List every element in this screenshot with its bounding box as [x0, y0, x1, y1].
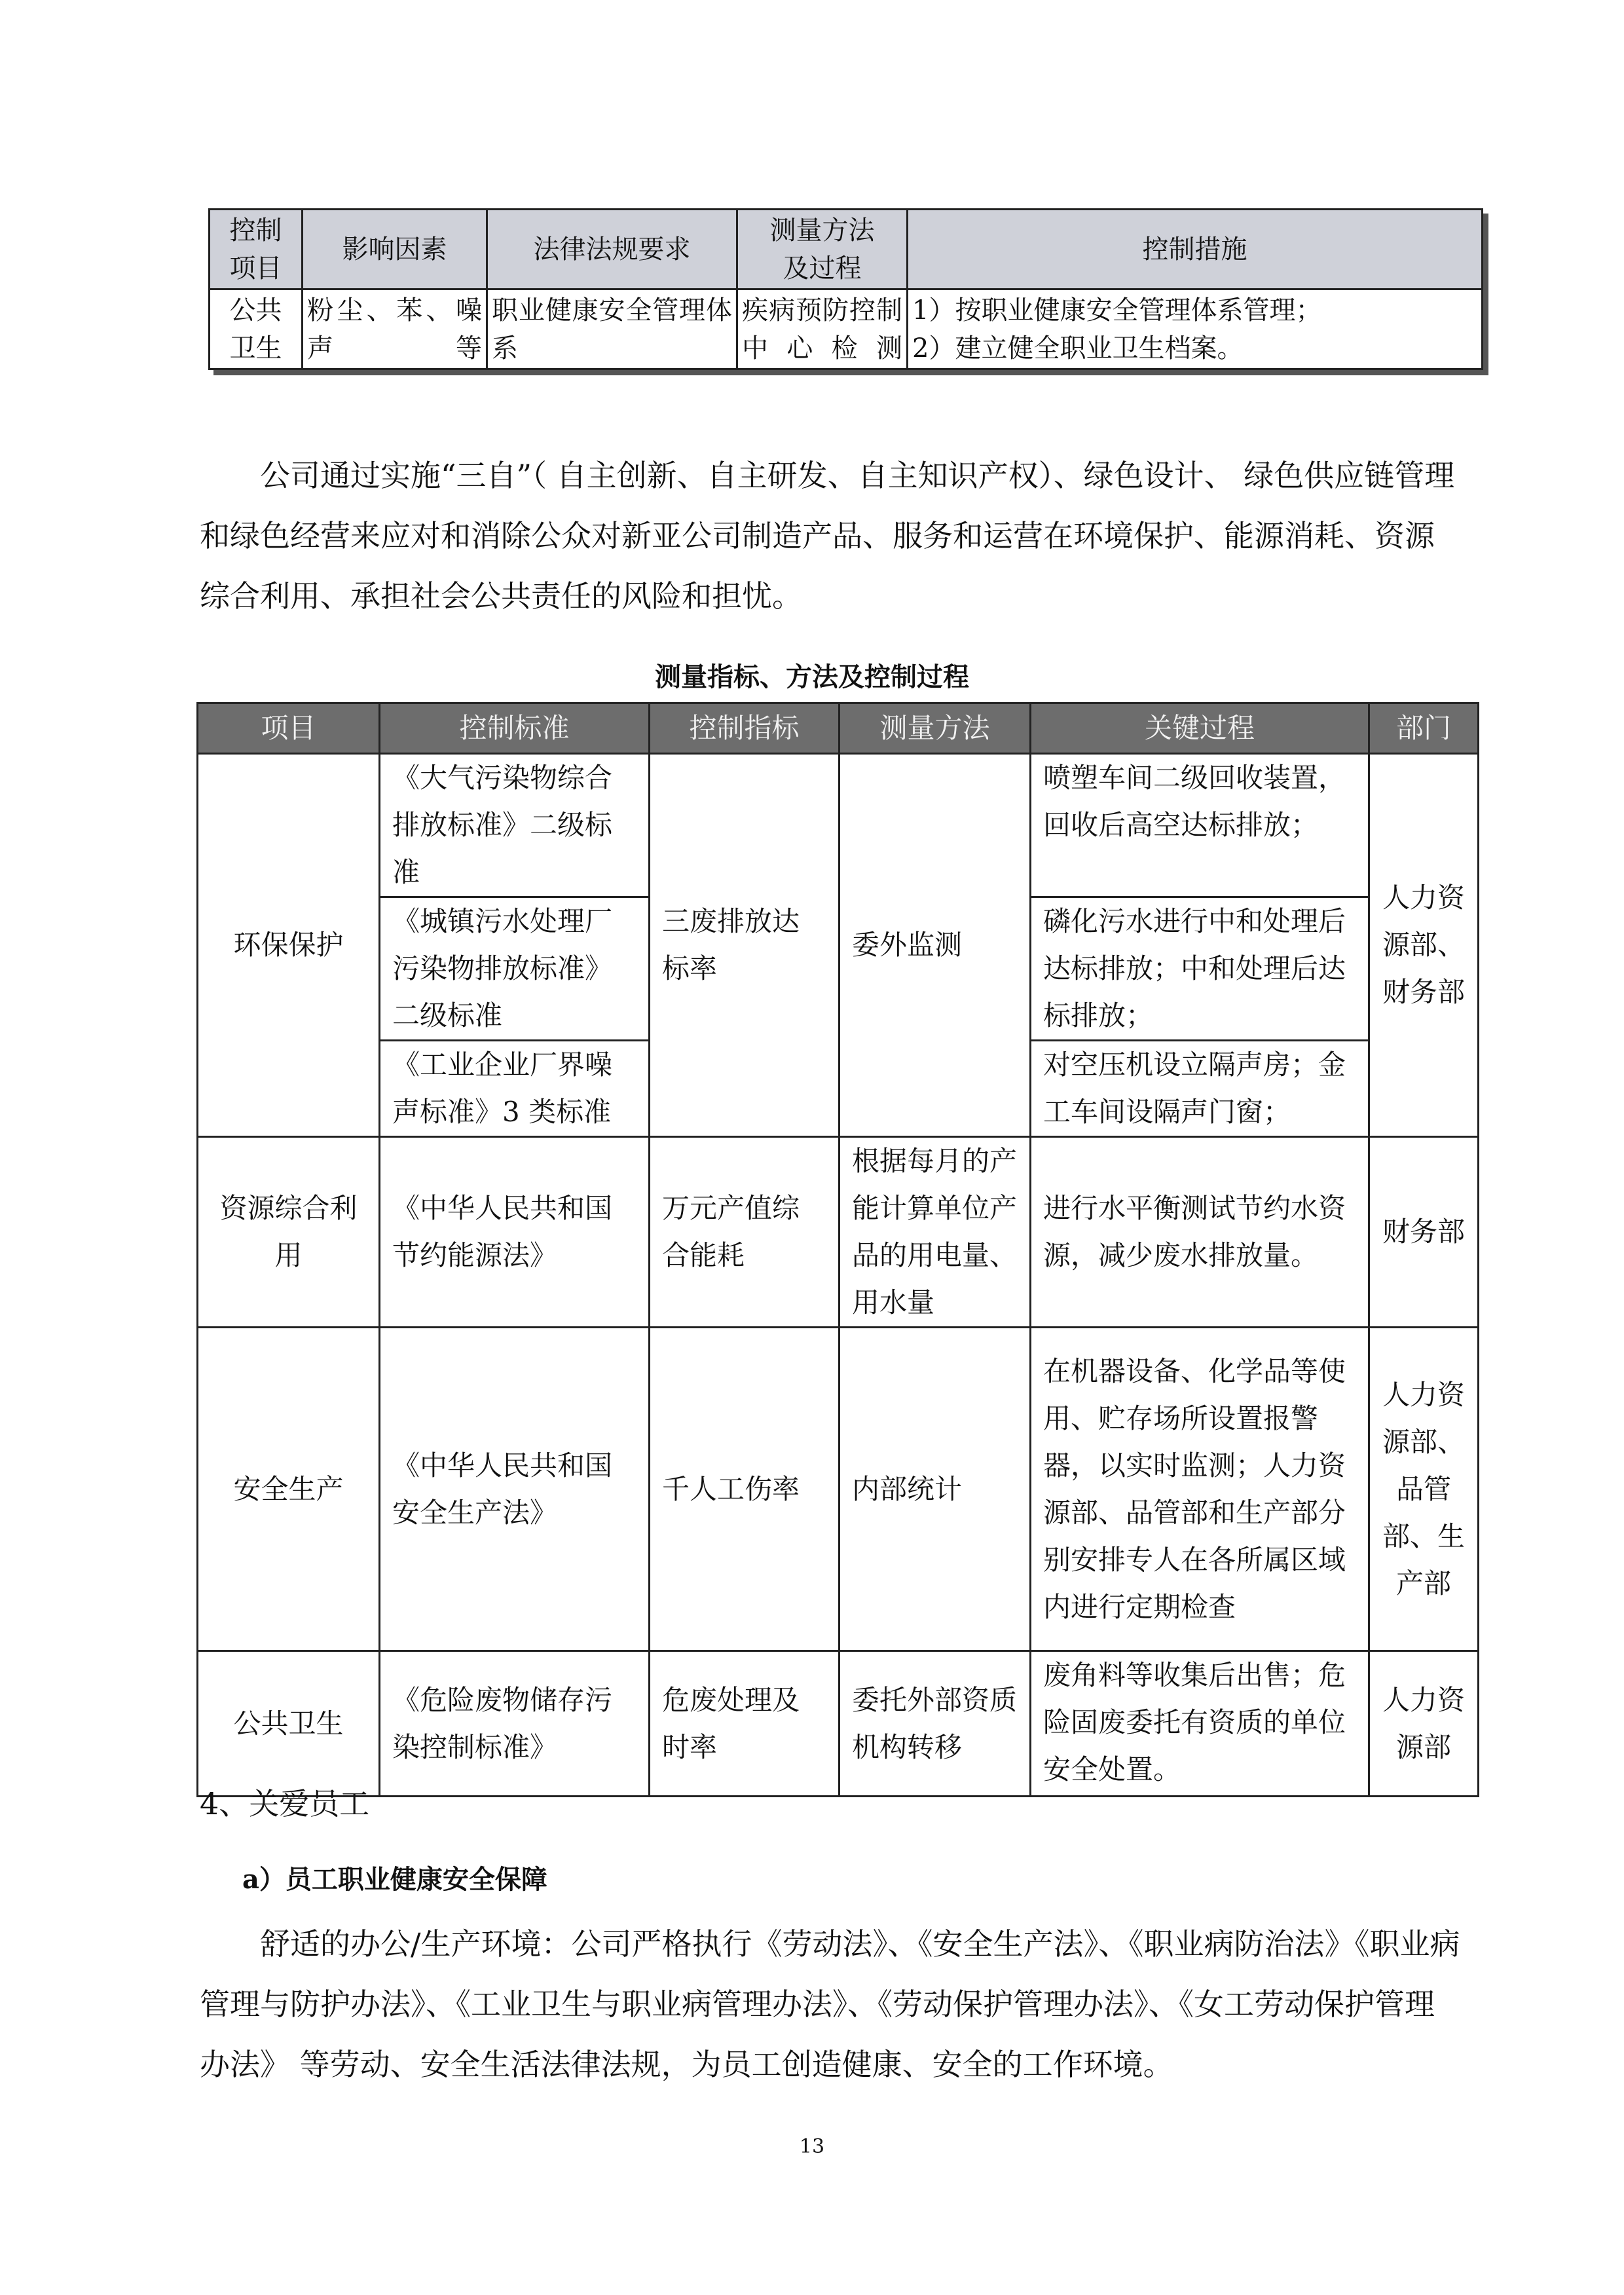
row-process: 在机器设备、化学品等使用、贮存场所设置报警器，以实时监测；人力资源部、品管部和生产部分别安排专人在各所属区域内进行定期检查 [1031, 1328, 1369, 1651]
header-department: 部门 [1369, 703, 1479, 754]
env-process-1: 喷塑车间二级回收装置，回收后高空达标排放； [1031, 754, 1369, 897]
table2-caption: 测量指标、方法及控制过程 [655, 662, 969, 692]
row-indicator: 千人工伤率 [650, 1328, 840, 1651]
measure-2: 2）建立健全职业卫生档案。 [912, 333, 1244, 364]
row-process: 进行水平衡测试节约水资源，减少废水排放量。 [1031, 1137, 1369, 1328]
row-method: 疾病预防控制中心检测 [737, 289, 908, 369]
row-method: 根据每月的产能计算单位产品的用电量、用水量 [840, 1137, 1031, 1328]
subsection-heading: a）员工职业健康安全保障 [242, 1864, 547, 1895]
row-indicator: 万元产值综合能耗 [650, 1137, 840, 1328]
row-item: 公共 卫生 [210, 289, 303, 369]
header-method: 测量方法 及过程 [737, 210, 908, 289]
row-process: 废角料等收集后出售；危险固废委托有资质的单位安全处置。 [1031, 1651, 1369, 1797]
intro-paragraph: 公司通过实施“三自”（ 自主创新、自主研发、自主知识产权）、绿色设计、 绿色供应链管理和绿色经营来应对和消除公众对新亚公司制造产品、服务和运营在环境保护、能源消耗、资源综合利用、承担社会公共责任的风险和担忧。 [200, 458, 1455, 614]
row-dept: 人力资源部 [1369, 1651, 1479, 1797]
row-item: 公共卫生 [198, 1651, 380, 1797]
measurement-table [196, 702, 1479, 1797]
env-standard-1: 《大气污染物综合排放标准》二级标准 [380, 754, 650, 897]
section-heading: 4、关爱员工 [200, 1786, 370, 1821]
row-standard: 《中华人民共和国节约能源法》 [380, 1137, 650, 1328]
header-item: 项目 [198, 703, 380, 754]
row-standard: 《危险废物储存污染控制标准》 [380, 1651, 650, 1797]
row-factor: 粉尘、苯、噪声等 [303, 289, 487, 369]
row-indicator: 危废处理及时率 [650, 1651, 840, 1797]
row-measures [908, 289, 1483, 369]
page-number: 13 [799, 2135, 825, 2158]
header-control-item: 控制 项目 [210, 210, 303, 289]
header-key-process: 关键过程 [1031, 703, 1369, 754]
header-law: 法律法规要求 [487, 210, 737, 289]
env-standard-3: 《工业企业厂界噪声标准》3 类标准 [380, 1041, 650, 1137]
env-process-3: 对空压机设立隔声房；金工车间设隔声门窗； [1031, 1041, 1369, 1137]
env-process-2: 磷化污水进行中和处理后达标排放；中和处理后达标排放； [1031, 897, 1369, 1041]
row-dept: 人力资源部、品管部、生产部 [1369, 1328, 1479, 1651]
env-standard-2: 《城镇污水处理厂污染物排放标准》二级标准 [380, 897, 650, 1041]
measure-1: 1）按职业健康安全管理体系管理； [912, 295, 1322, 326]
header-measure-method: 测量方法 [840, 703, 1031, 754]
env-item: 环保保护 [198, 754, 380, 1137]
row-law: 职业健康安全管理体系 [487, 289, 737, 369]
row-item: 资源综合利用 [198, 1137, 380, 1328]
header-measures: 控制措施 [908, 210, 1483, 289]
header-standard: 控制标准 [380, 703, 650, 754]
env-dept: 人力资源部、财务部 [1369, 754, 1479, 1137]
header-indicator: 控制指标 [650, 703, 840, 754]
control-table [208, 208, 1483, 370]
row-item: 安全生产 [198, 1328, 380, 1651]
env-method: 委外监测 [840, 754, 1031, 1137]
row-method: 委托外部资质机构转移 [840, 1651, 1031, 1797]
header-factor: 影响因素 [303, 210, 487, 289]
env-indicator: 三废排放达标率 [650, 754, 840, 1137]
row-standard: 《中华人民共和国安全生产法》 [380, 1328, 650, 1651]
row-method: 内部统计 [840, 1328, 1031, 1651]
body-paragraph: 舒适的办公/生产环境：公司严格执行《劳动法》、《安全生产法》、《职业病防治法》《职业病管理与防护办法》、《工业卫生与职业病管理办法》、《劳动保护管理办法》、《女工劳动保护管理办法》 等劳动、安全生活法律法规，为员工创造健康、安全的工作环境。 [200, 1926, 1460, 2082]
row-dept: 财务部 [1369, 1137, 1479, 1328]
